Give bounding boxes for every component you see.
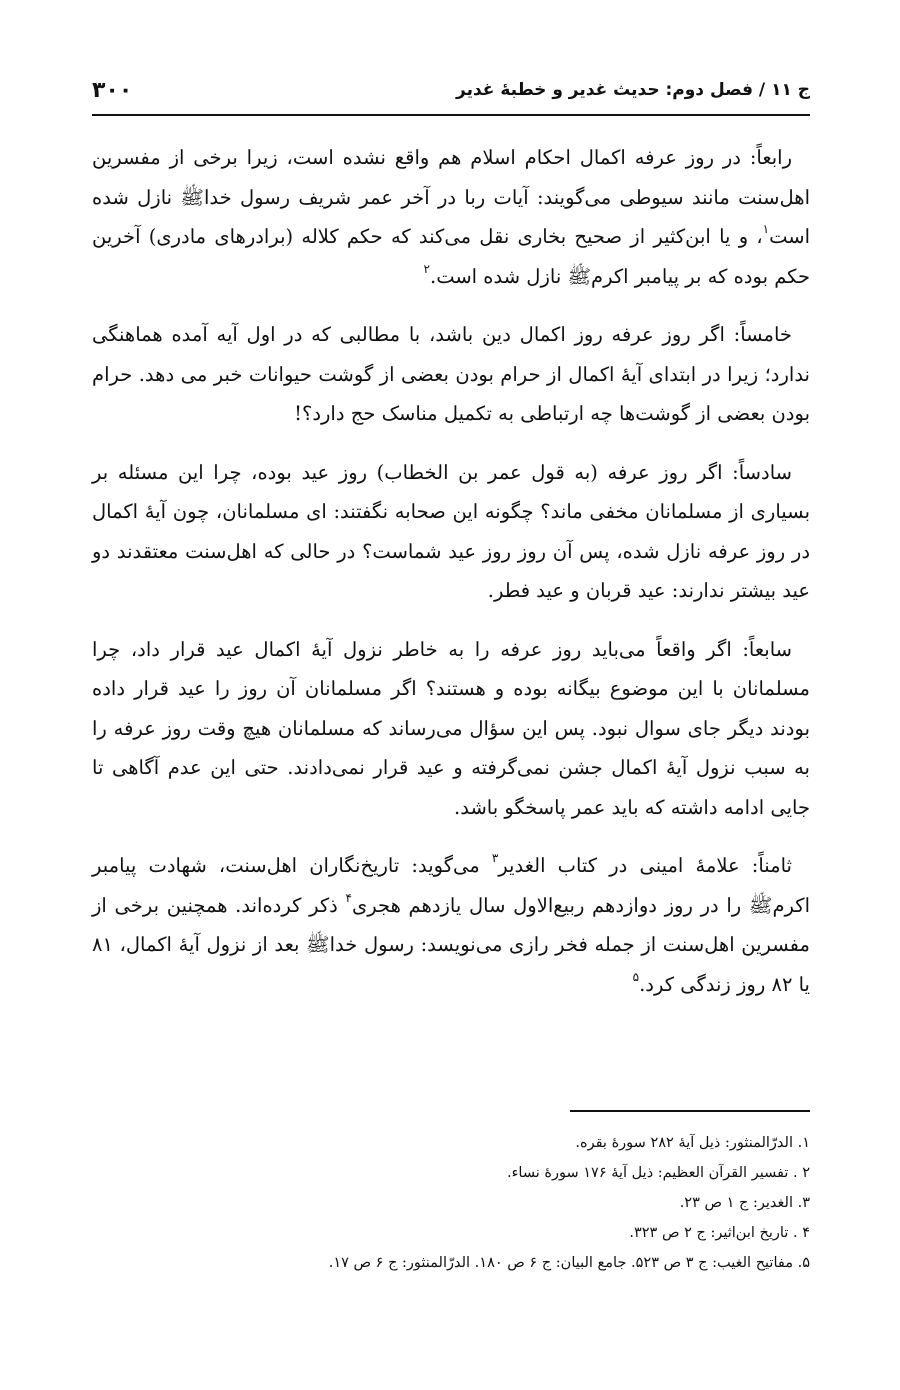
paragraph-seventh bbox=[92, 630, 810, 828]
footnote-item: ۱. الدرّالمنثور: ذیل آیهٔ ۲۸۲ سورهٔ بقره. bbox=[575, 1135, 810, 1151]
footnotes bbox=[92, 1128, 810, 1278]
paragraph-fifth bbox=[92, 315, 810, 434]
text-segment: ، و یا ابن‌کثیر از صحیح بخاری نقل می‌کند که حکم کلاله (برادرهای مادری) آخرین حکم بوده که بر پیامبر اکرمﷺ نازل شده است. bbox=[92, 225, 810, 288]
footnote-ref[interactable]: ۳ bbox=[491, 851, 499, 865]
paragraph-fourth bbox=[92, 138, 810, 296]
footnote-item: ۳. الغدیر: ج ۱ ص ۲۳. bbox=[679, 1195, 810, 1211]
footnote-item: ۲ . تفسیر القرآن العظیم: ذیل آیهٔ ۱۷۶ سورهٔ نساء. bbox=[506, 1165, 810, 1181]
paragraph-sixth bbox=[92, 453, 810, 611]
footnote-ref[interactable]: ۵ bbox=[632, 969, 640, 984]
main-text bbox=[92, 138, 810, 1023]
book-page bbox=[92, 0, 810, 1390]
text-segment: سادساً: اگر روز عرفه (به قول عمر بن الخطاب) روز عید بوده، چرا این مسئله بر بسیاری از مسلمانان مخفی ماند؟ چگونه این صحابه نگفتند: ای مسلمانان، چون آیهٔ اکمال در روز عرفه نازل شده، پس آن روز روز عید شماست؟ در حالی که اهل‌سنت معتقدند دو عید بیشتر ندارند: عید قربان و عید فطر. bbox=[92, 460, 810, 602]
header-rule bbox=[92, 114, 810, 116]
page-header bbox=[92, 70, 810, 110]
footnote-ref[interactable]: ۴ bbox=[345, 890, 352, 905]
paragraph-eighth bbox=[92, 846, 810, 1004]
footnote-separator bbox=[570, 1110, 810, 1112]
text-segment: سابعاً: اگر واقعاً می‌باید روز عرفه را به خاطر نزول آیهٔ اکمال عید قرار داد، چرا مسلمانان با این موضوع بیگانه بوده و هستند؟ اگر مسلمانان آن روز را عید قرار داده بودند دیگر جای سوال نبود. پس این سؤال می‌رساند که مسلمانان هیچ وقت روز عرفه را به سبب نزول آیهٔ اکمال جشن نمی‌گرفته و عید قرار نمی‌دادند. حتی این عدم آگاهی تا جایی ادامه داشته که باید عمر پاسخگو باشد. bbox=[92, 637, 810, 819]
page-number: ۳۰۰ bbox=[92, 77, 133, 103]
running-title: ج ۱۱ / فصل دوم: حدیث غدیر و خطبهٔ غدیر bbox=[456, 80, 810, 100]
text-segment: ثامناً: علامهٔ امینی در کتاب الغدیر bbox=[498, 854, 792, 877]
text-segment: رابعاً: در روز عرفه اکمال احکام اسلام هم واقع نشده است، زیرا برخی از مفسرین اهل‌سنت مانند سیوطی می‌گویند: آیات ربا در آخر عمر شریف رسول خداﷺ نازل شده است bbox=[92, 146, 810, 248]
footnote-item: ۵. مفاتیح الغیب: ج ۳ ص ۵۲۳. جامع البیان: ج ۶ ص ۱۸۰. الدرّالمنثور: ج ۶ ص ۱۷. bbox=[328, 1255, 810, 1271]
footnote-ref[interactable]: ۲ bbox=[423, 261, 430, 276]
footnote-ref[interactable]: ۱ bbox=[762, 222, 770, 236]
footnote-item: ۴ . تاریخ ابن‌اثیر: ج ۲ ص ۳۲۳. bbox=[629, 1225, 810, 1241]
text-segment: ذکر کرده‌اند. همچنین برخی از مفسرین اهل‌سنت از جمله فخر رازی می‌نویسد: رسول خداﷺ بعد از نزول آیهٔ اکمال، ۸۱ یا ۸۲ روز زندگی کرد. bbox=[92, 893, 810, 996]
text-segment: خامساً: اگر روز عرفه روز اکمال دین باشد، با مطالبی که در اول آیه آمده هماهنگی ندارد؛ زیرا در ابتدای آیهٔ اکمال از حرام بودن بعضی از گوشت حیوانات خبر می دهد. حرام بودن بعضی از گوشت‌ها چه ارتباطی به تکمیل مناسک حج دارد؟! bbox=[92, 323, 810, 425]
text-segment: می‌گوید: تاریخ‌نگاران اهل‌سنت، شهادت پیامبر اکرمﷺ را در روز دوازدهم ربیع‌الاول سال یازدهم هجری bbox=[92, 854, 810, 917]
